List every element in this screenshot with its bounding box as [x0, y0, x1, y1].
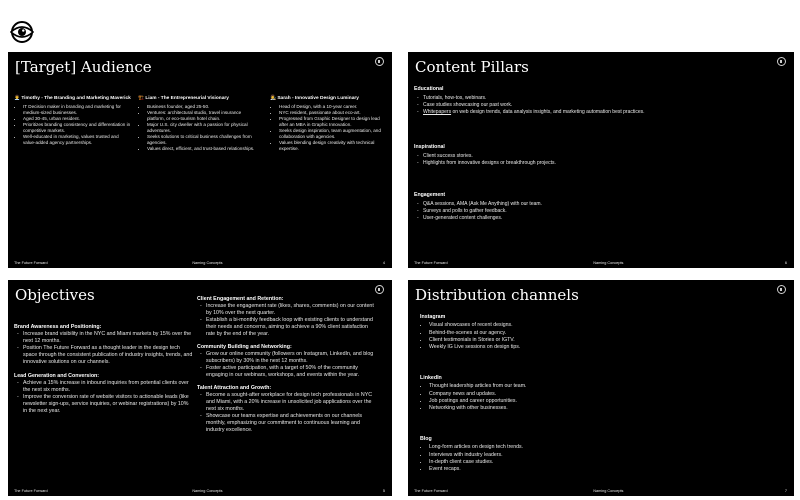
slide-title: [Target] Audience: [15, 58, 152, 76]
list-item: - Foster active participation, with a target of 50% of the community engaging in our webinars, workshops, and events within the year.: [206, 365, 377, 379]
slide-title: Content Pillars: [415, 58, 529, 76]
list-item: • Company news and updates.: [429, 391, 770, 398]
channel-instagram: [420, 314, 770, 351]
slide-footer-brand: The Future Forward: [414, 261, 448, 265]
channel-linkedin: [420, 375, 770, 412]
list-item: • Major U.S. city dweller with a passion for physical adventures.: [147, 122, 256, 134]
list-item: - User-generated content challenges.: [423, 215, 784, 222]
slide-number: 5: [382, 489, 385, 493]
objective-heading: Talent Attraction and Growth:: [197, 385, 272, 391]
list-item: • Event recaps.: [429, 466, 770, 473]
persona-timothy: [14, 96, 132, 146]
slide-info-icon: [375, 285, 384, 294]
channel-heading: LinkedIn: [420, 375, 442, 381]
list-item: • Well-educated in marketing, values trusted and value-added agency partnerships.: [23, 134, 132, 146]
list-item: • Thought leadership articles from our team.: [429, 383, 770, 390]
slide-info-icon: [777, 285, 786, 294]
list-item: • Visual showcases of recent designs.: [429, 322, 770, 329]
slide-footer-brand: The Future Forward: [414, 489, 448, 493]
list-item: - Achieve a 15% increase in inbound inquiries from potential clients over the next six months.: [23, 380, 194, 394]
channel-heading: Instagram: [420, 314, 446, 320]
list-item-text: on web design trends, data analysis insights, and marketing automation best practices.: [451, 109, 645, 115]
channel-blog: [420, 436, 770, 473]
slide-objectives-thumbnail[interactable]: [8, 280, 392, 496]
list-item: - Position The Future Forward as a thought leader in the design tech space through the consistent publication of industry insights, trends, and innovative solutions on our channels.: [23, 345, 194, 366]
eye-logo-icon[interactable]: [10, 18, 34, 44]
list-item: • In-depth client case studies.: [429, 459, 770, 466]
pillar-heading: Educational: [414, 86, 444, 92]
list-item: • Seeks solutions to critical business challenges from agencies.: [147, 134, 256, 146]
slide-info-icon: [777, 57, 786, 66]
list-item: - Increase the engagement rate (likes, shares, comments) on our content by 10% over the next quarter.: [206, 303, 377, 317]
whitepapers-link[interactable]: Whitepapers: [423, 109, 452, 115]
slide-info-icon: [375, 57, 384, 66]
list-item: - Client success stories.: [423, 153, 784, 160]
list-item: • Progressed from Graphic Designer to design lead after an MBA in Graphic Innovation.: [279, 116, 388, 128]
list-item: - Q&A sessions, AMA (Ask Me Anything) with our team.: [423, 201, 784, 208]
slide-title: Objectives: [15, 286, 95, 304]
persona-liam: [138, 96, 256, 152]
list-item: • Networking with other businesses.: [429, 405, 770, 412]
list-item: • Interviews with industry leaders.: [429, 452, 770, 459]
objective-heading: Client Engagement and Retention:: [197, 296, 284, 302]
slide-number: 6: [784, 261, 787, 265]
objective-heading: Lead Generation and Conversion:: [14, 373, 100, 379]
slide-footer-brand: The Future Forward: [14, 261, 48, 265]
list-item: • Long-form articles on design tech trends.: [429, 444, 770, 451]
list-item: • Head of Design, with a 10-year career.: [279, 104, 388, 110]
persona-emoji-icon: 🏗️: [138, 96, 144, 101]
slide-audience-thumbnail[interactable]: [8, 52, 392, 268]
slide-number: 7: [784, 489, 787, 493]
list-item: - Become a sought-after workplace for design tech professionals in NYC and Miami, with a 20% increase in unsolicited job applications over the next six months.: [206, 392, 377, 413]
list-item: • Job postings and career opportunities.: [429, 398, 770, 405]
slide-content-pillars-thumbnail[interactable]: [408, 52, 794, 268]
pillar-engagement: [414, 192, 784, 222]
slide-distribution-channels-thumbnail[interactable]: [408, 280, 794, 496]
slide-footer-center: Naming Concepts: [192, 261, 223, 265]
slide-footer-center: Naming Concepts: [593, 489, 624, 493]
list-item: - Case studies showcasing our past work.: [423, 102, 784, 109]
list-item: • Seeks design inspiration, team augmentation, and collaboration with agencies.: [279, 128, 388, 140]
objectives-right-column: [197, 296, 377, 434]
slide-footer-brand: The Future Forward: [14, 489, 48, 493]
pillar-heading: Engagement: [414, 192, 446, 198]
persona-emoji-icon: 👨‍💼: [14, 96, 20, 101]
channel-heading: Blog: [420, 436, 432, 442]
pillar-inspirational: [414, 144, 784, 167]
persona-heading: Sarah - Innovative Design Luminary: [277, 96, 359, 101]
objective-heading: Brand Awareness and Positioning:: [14, 324, 102, 330]
list-item: • Prioritizes branding consistency and differentiation in competitive markets.: [23, 122, 132, 134]
persona-heading: Timothy - The Branding and Marketing Maverick: [21, 96, 131, 101]
list-item: [423, 109, 784, 116]
objective-heading: Community Building and Networking:: [197, 344, 292, 350]
persona-emoji-icon: 👩‍🎨: [270, 96, 276, 101]
list-item: • Values direct, efficient, and trust-based relationships.: [147, 146, 256, 152]
list-item: • Ventures: architectural studio, travel insurance platform, or eco-tourism hotel chain.: [147, 110, 256, 122]
list-item: - Tutorials, how-tos, webinars.: [423, 95, 784, 102]
list-item: • Weekly IG Live sessions on design tips.: [429, 344, 770, 351]
list-item: - Showcase our teams expertise and achievements on our channels monthly, emphasizing our commitment to continuous learning and industry excellence.: [206, 413, 377, 434]
list-item: - Improve the conversion rate of website visitors to actionable leads (like newsletter sign-ups, service inquiries, or webinar registrations) by 10% in the next year.: [23, 394, 194, 415]
pillar-educational: [414, 86, 784, 116]
list-item: - Grow our online community (followers on Instagram, LinkedIn, and blog subscribers) by 30% in the next 12 months.: [206, 351, 377, 365]
list-item: • Aged 30-45, urban resident.: [23, 116, 132, 122]
slide-footer-center: Naming Concepts: [192, 489, 223, 493]
list-item: • NYC resident, passionate about eco-art.: [279, 110, 388, 116]
list-item: • Business founder, aged 25-50.: [147, 104, 256, 110]
list-item: • IT Decision maker in branding and marketing for medium-sized businesses.: [23, 104, 132, 116]
list-item: • Behind-the-scenes at our agency.: [429, 330, 770, 337]
slide-title: Distribution channels: [415, 286, 579, 304]
list-item: • Client testimonials in Stories or IGTV.: [429, 337, 770, 344]
list-item: - Surveys and polls to gather feedback.: [423, 208, 784, 215]
persona-heading: Liam - The Entrepreneurial Visionary: [145, 96, 229, 101]
pillar-heading: Inspirational: [414, 144, 445, 150]
objectives-left-column: [14, 324, 194, 415]
slide-number: 4: [382, 261, 385, 265]
list-item: • Values blending design creativity with technical expertise.: [279, 140, 388, 152]
persona-sarah: [270, 96, 388, 152]
list-item: - Increase brand visibility in the NYC and Miami markets by 15% over the next 12 months.: [23, 331, 194, 345]
slide-footer-center: Naming Concepts: [593, 261, 624, 265]
list-item: - Highlights from innovative designs or breakthrough projects.: [423, 160, 784, 167]
list-item: - Establish a bi-monthly feedback loop with existing clients to understand their needs and concerns, aiming to achieve a 90% client satisfaction rate by the end of the year.: [206, 317, 377, 338]
